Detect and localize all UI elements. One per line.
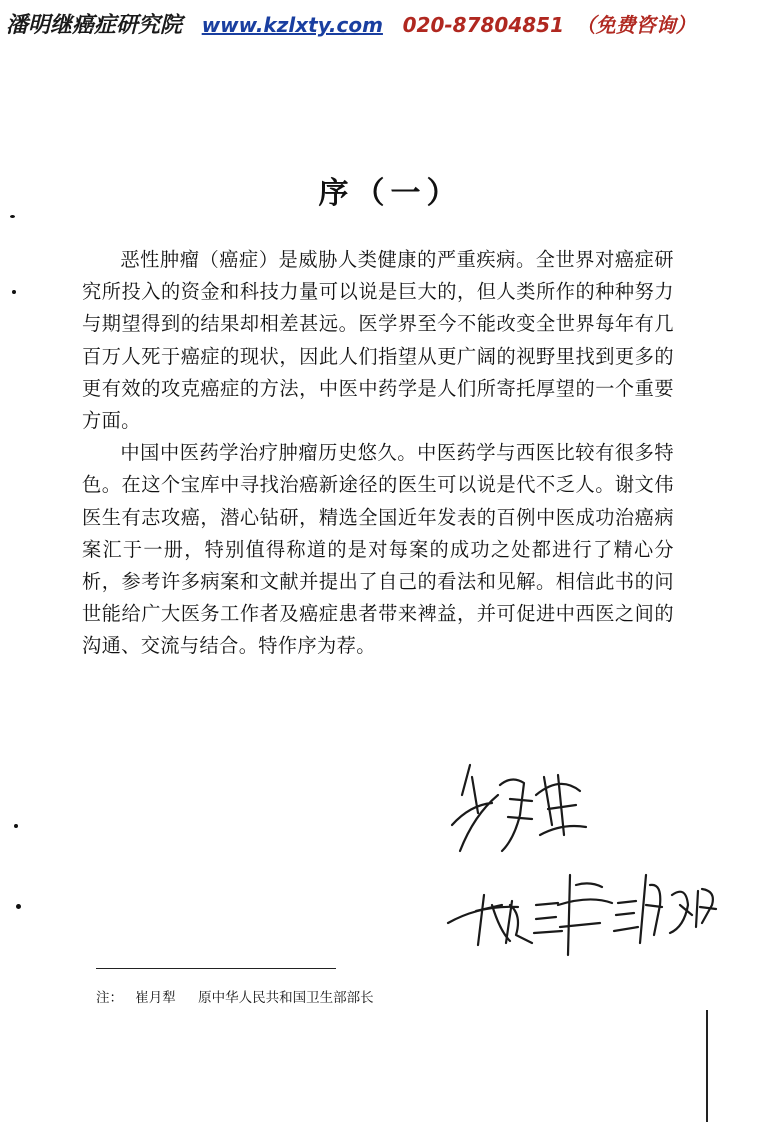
paragraph-1: 恶性肿瘤（癌症）是威胁人类健康的严重疾病。全世界对癌症研究所投入的资金和科技力量可以说是巨大的，但人类所作的种种努力与期望得到的结果却相差甚远。医学界至今不能改变全世界每年有几百万人死于癌症的现状，因此人们指望从更广阔的视野里找到更多的更有效的攻克癌症的方法，中医中药学是人们所寄托厚望的一个重要方面。: [82, 248, 674, 433]
footnote-name: 崔月犁: [135, 990, 176, 1006]
footnote-description: 原中华人民共和国卫生部部长: [198, 990, 374, 1006]
footnote-label: 注：: [96, 990, 123, 1006]
header-note: （免费咨询）: [575, 13, 696, 37]
footnote-rule: [96, 968, 336, 969]
signature-drawing: [440, 755, 740, 965]
paragraph-2: 中国中医药学治疗肿瘤历史悠久。中医药学与西医比较有很多特色。在这个宝库中寻找治癌新途径的医生可以说是代不乏人。谢文伟医生有志攻癌，潜心钻研，精选全国近年发表的百例中医成功治癌病案汇于一册，特别值得称道的是对每案的成功之处都进行了精心分析，参考许多病案和文献并提出了自己的看法和见解。相信此书的问世能给广大医务工作者及癌症患者带来裨益，并可促进中西医之间的沟通、交流与结合。特作序为荐。: [82, 441, 674, 658]
page-title: 序（一）: [318, 176, 463, 211]
scan-dot: [14, 824, 18, 828]
header-website-link[interactable]: www.kzlxty.com: [201, 13, 383, 37]
page-header: [6, 8, 776, 44]
handwritten-signature: [440, 755, 740, 965]
preface-body: [82, 244, 674, 663]
footnote: [96, 986, 374, 1006]
header-institute: 潘明继癌症研究院: [6, 13, 183, 38]
scan-edge-line: [706, 1010, 708, 1122]
scan-dot: [12, 290, 16, 294]
scan-dot: [16, 904, 21, 909]
header-phone: 020-87804851: [402, 13, 564, 37]
scan-dot: [10, 215, 15, 218]
